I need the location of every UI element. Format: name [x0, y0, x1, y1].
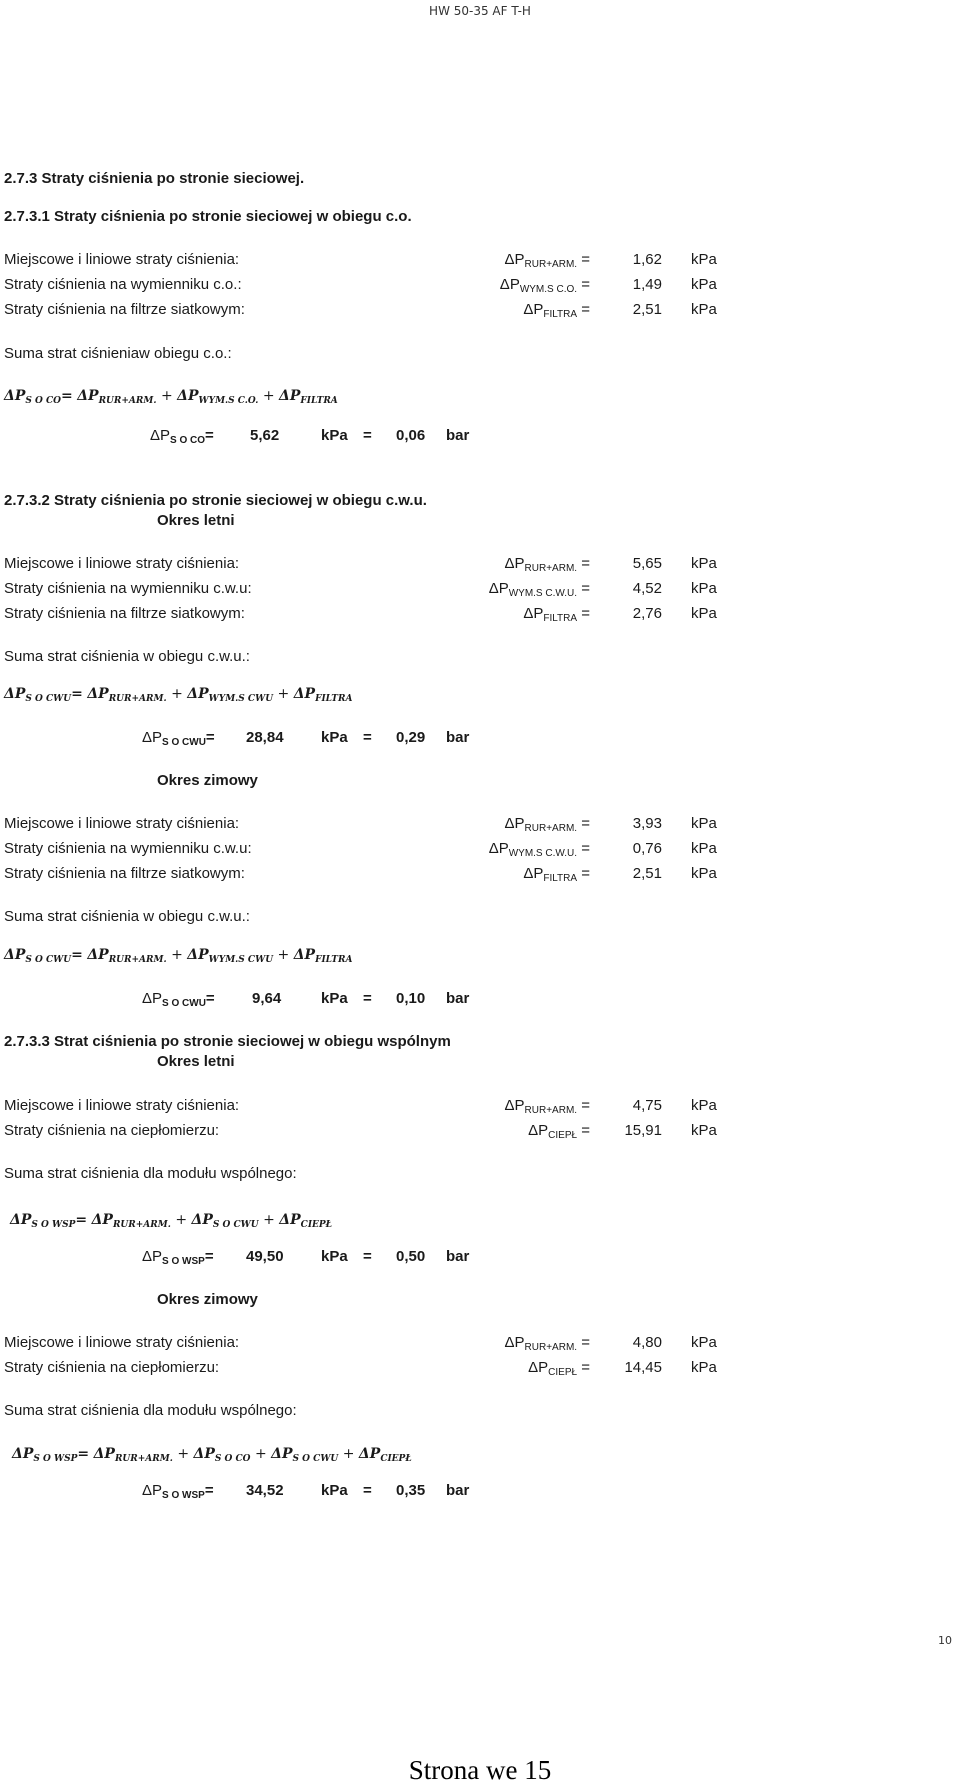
loss-row: [0, 605, 960, 627]
result-kpa: 9,64: [252, 990, 282, 1007]
row-unit: kPa: [691, 580, 717, 597]
sum-formula: $\Delta P_{S O CWU}= \Delta P_{RUR+ARM.} + \Delta P_{WYM.S CWU} + \Delta P_{FILTRA}$: [4, 947, 353, 965]
result-bar-unit: bar: [446, 1248, 470, 1265]
sum-label: Suma strat ciśnienia dla modułu wspólnego:: [4, 1165, 297, 1182]
sum-label: Suma strat ciśnienia dla modułu wspólnego:: [4, 1402, 297, 1419]
row-symbol: $\Delta P_{FILTRA}$ =: [523, 605, 590, 624]
loss-row: [0, 555, 960, 577]
row-symbol: $\Delta P_{RUR+ARM.}$ =: [504, 555, 590, 574]
result-eq: =: [363, 729, 372, 746]
row-value: 14,45: [624, 1359, 662, 1376]
section-heading-2-7-3: 2.7.3 Straty ciśnienia po stronie sieciowej.: [4, 170, 305, 187]
sum-formula: $\Delta P_{S O CWU}= \Delta P_{RUR+ARM.} + \Delta P_{WYM.S CWU} + \Delta P_{FILTRA}$: [4, 686, 353, 704]
result-symbol: $\Delta P_{S O WSP}=$: [142, 1482, 214, 1501]
row-unit: kPa: [691, 605, 717, 622]
result-kpa-unit: kPa: [321, 1248, 348, 1265]
result-bar-unit: bar: [446, 729, 470, 746]
row-symbol: $\Delta P_{RUR+ARM.}$ =: [504, 815, 590, 834]
row-symbol: $\Delta P_{FILTRA}$ =: [523, 301, 590, 320]
row-value: 3,93: [632, 815, 662, 832]
row-symbol: $\Delta P_{WYM.S C.O.}$ =: [499, 276, 590, 295]
result-symbol: $\Delta P_{S O WSP}=$: [142, 1248, 214, 1267]
section-heading-2-7-3-3: 2.7.3.3 Strat ciśnienia po stronie sieciowej w obiegu wspólnym: [4, 1033, 451, 1050]
result-eq: =: [363, 1482, 372, 1499]
result-eq: =: [363, 427, 372, 444]
row-symbol: $\Delta P_{RUR+ARM.}$ =: [504, 251, 590, 270]
result-kpa-unit: kPa: [321, 729, 348, 746]
result-kpa: 34,52: [246, 1482, 284, 1499]
loss-row: [0, 301, 960, 323]
period-title-summer: Okres letni: [157, 512, 235, 529]
row-label: Miejscowe i liniowe straty ciśnienia:: [4, 1097, 240, 1114]
row-value: 0,76: [632, 840, 662, 857]
loss-row: [0, 580, 960, 602]
row-unit: kPa: [691, 865, 717, 882]
row-unit: kPa: [691, 1359, 717, 1376]
loss-row: [0, 251, 960, 273]
row-label: Miejscowe i liniowe straty ciśnienia:: [4, 815, 240, 832]
result-symbol: $\Delta P_{S O CWU}=$: [142, 729, 215, 748]
row-value: 4,52: [632, 580, 662, 597]
period-title-winter: Okres zimowy: [157, 772, 258, 789]
sum-label: Suma strat ciśnienia w obiegu c.w.u.:: [4, 648, 250, 665]
section-heading-2-7-3-1: 2.7.3.1 Straty ciśnienia po stronie sieciowej w obiegu c.o.: [4, 208, 412, 225]
row-symbol: $\Delta P_{FILTRA}$ =: [523, 865, 590, 884]
row-value: 1,49: [632, 276, 662, 293]
result-kpa: 28,84: [246, 729, 284, 746]
row-value: 1,62: [632, 251, 662, 268]
result-kpa-unit: kPa: [321, 427, 348, 444]
row-value: 4,80: [632, 1334, 662, 1351]
result-bar: 0,29: [396, 729, 426, 746]
sum-formula: $\Delta P_{S O WSP}= \Delta P_{RUR+ARM.} + \Delta P_{S O CWU} + \Delta P_{CIEPŁ}$: [10, 1212, 333, 1230]
row-unit: kPa: [691, 1334, 717, 1351]
result-bar: 0,35: [396, 1482, 426, 1499]
row-label: Miejscowe i liniowe straty ciśnienia:: [4, 251, 240, 268]
section-heading-2-7-3-2: 2.7.3.2 Straty ciśnienia po stronie sieciowej w obiegu c.w.u.: [4, 492, 427, 509]
row-unit: kPa: [691, 1097, 717, 1114]
result-symbol: $\Delta P_{S O CO}=$: [150, 427, 214, 446]
row-label: Straty ciśnienia na ciepłomierzu:: [4, 1359, 220, 1376]
loss-row: [0, 276, 960, 298]
row-value: 2,51: [632, 301, 662, 318]
row-value: 2,51: [632, 865, 662, 882]
row-symbol: $\Delta P_{RUR+ARM.}$ =: [504, 1334, 590, 1353]
row-unit: kPa: [691, 301, 717, 318]
result-kpa: 5,62: [250, 427, 280, 444]
row-unit: kPa: [691, 815, 717, 832]
loss-row: [0, 865, 960, 887]
loss-row: [0, 1097, 960, 1119]
row-label: Straty ciśnienia na wymienniku c.w.u:: [4, 580, 252, 597]
row-unit: kPa: [691, 840, 717, 857]
loss-row: [0, 1334, 960, 1356]
result-kpa-unit: kPa: [321, 1482, 348, 1499]
result-symbol: $\Delta P_{S O CWU}=$: [142, 990, 215, 1009]
row-value: 4,75: [632, 1097, 662, 1114]
row-label: Straty ciśnienia na ciepłomierzu:: [4, 1122, 220, 1139]
result-bar: 0,06: [396, 427, 426, 444]
row-label: Straty ciśnienia na filtrze siatkowym:: [4, 865, 245, 882]
page-number: 10: [938, 1634, 952, 1647]
row-unit: kPa: [691, 555, 717, 572]
row-label: Miejscowe i liniowe straty ciśnienia:: [4, 555, 240, 572]
period-title-summer: Okres letni: [157, 1053, 235, 1070]
row-value: 5,65: [632, 555, 662, 572]
result-eq: =: [363, 1248, 372, 1265]
sum-formula: $\Delta P_{S O WSP}= \Delta P_{RUR+ARM.} + \Delta P_{S O CO} + \Delta P_{S O CWU} + \Delta P_{CIEPŁ}$: [12, 1446, 412, 1464]
period-title-winter: Okres zimowy: [157, 1291, 258, 1308]
page-header: HW 50-35 AF T-H: [429, 4, 531, 18]
row-symbol: $\Delta P_{RUR+ARM.}$ =: [504, 1097, 590, 1116]
row-unit: kPa: [691, 251, 717, 268]
row-unit: kPa: [691, 276, 717, 293]
loss-row: [0, 840, 960, 862]
result-bar-unit: bar: [446, 990, 470, 1007]
row-symbol: $\Delta P_{WYM.S C.W.U.}$ =: [488, 580, 590, 599]
loss-row: [0, 1359, 960, 1381]
result-bar: 0,10: [396, 990, 426, 1007]
page-footer: Strona we 15: [408, 1755, 552, 1785]
result-kpa-unit: kPa: [321, 990, 348, 1007]
row-label: Straty ciśnienia na wymienniku c.o.:: [4, 276, 242, 293]
row-unit: kPa: [691, 1122, 717, 1139]
row-label: Straty ciśnienia na wymienniku c.w.u:: [4, 840, 252, 857]
result-eq: =: [363, 990, 372, 1007]
row-symbol: $\Delta P_{CIEPŁ}$ =: [528, 1122, 590, 1141]
row-value: 15,91: [624, 1122, 662, 1139]
result-bar-unit: bar: [446, 427, 470, 444]
sum-formula: $\Delta P_{S O CO}= \Delta P_{RUR+ARM.} + \Delta P_{WYM.S C.O.} + \Delta P_{FILTRA}$: [4, 388, 338, 406]
row-symbol: $\Delta P_{WYM.S C.W.U.}$ =: [488, 840, 590, 859]
loss-row: [0, 815, 960, 837]
loss-row: [0, 1122, 960, 1144]
sum-label: Suma strat ciśnienia w obiegu c.w.u.:: [4, 908, 250, 925]
result-bar: 0,50: [396, 1248, 426, 1265]
row-symbol: $\Delta P_{CIEPŁ}$ =: [528, 1359, 590, 1378]
row-label: Miejscowe i liniowe straty ciśnienia:: [4, 1334, 240, 1351]
row-label: Straty ciśnienia na filtrze siatkowym:: [4, 301, 245, 318]
result-kpa: 49,50: [246, 1248, 284, 1265]
sum-label: Suma strat ciśnieniaw obiegu c.o.:: [4, 345, 232, 362]
row-value: 2,76: [632, 605, 662, 622]
row-label: Straty ciśnienia na filtrze siatkowym:: [4, 605, 245, 622]
result-bar-unit: bar: [446, 1482, 470, 1499]
